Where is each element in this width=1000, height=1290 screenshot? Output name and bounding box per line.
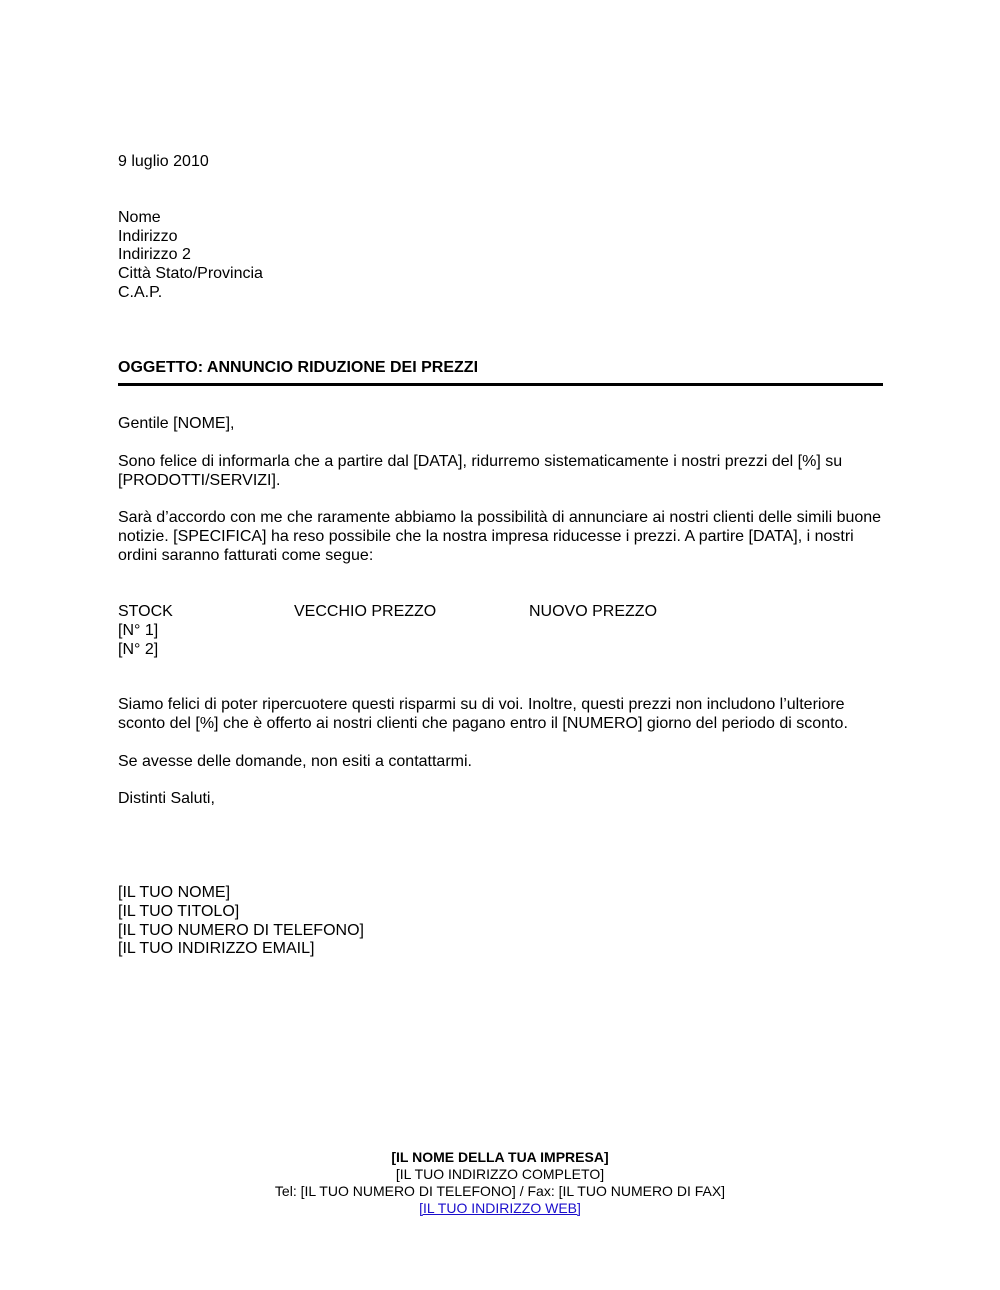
recipient-address-1: Indirizzo [118,228,178,245]
signature-email: [IL TUO INDIRIZZO EMAIL] [118,940,315,957]
letter-subject: OGGETTO: ANNUNCIO RIDUZIONE DEI PREZZI [118,359,479,376]
table-row: [N° 1] [118,622,159,639]
signature-name: [IL TUO NOME] [118,884,231,901]
letter-date: 9 luglio 2010 [118,153,209,170]
signature-phone: [IL TUO NUMERO DI TELEFONO] [118,922,364,939]
table-row: [N° 2] [118,641,159,658]
letter-greeting: Gentile [NOME], [118,415,235,432]
footer-contact: Tel: [IL TUO NUMERO DI TELEFONO] / Fax: [IL TUO NUMERO DI FAX] [274,1183,726,1199]
recipient-address-2: Indirizzo 2 [118,246,191,263]
recipient-city-state: Città Stato/Provincia [118,265,263,282]
footer-company-name: [IL NOME DELLA TUA IMPRESA] [391,1149,609,1165]
paragraph-announcement: Sarà d’accordo con me che raramente abbiamo la possibilità di annunciare ai nostri clienti delle simili buone notizie. [SPECIFICA] ha reso possibile che la nostra impresa riducesse i prezzi. A partire [DATA], i nostri ordini saranno fatturati come segue: [118,509,882,564]
subject-divider [118,383,883,386]
paragraph-savings: Siamo felici di poter ripercuotere questi risparmi su di voi. Inoltre, questi prezzi non includono l’ulteriore sconto del [%] che è offerto ai nostri clienti che pagano entro il [NUMERO] giorno del periodo di sconto. [118,696,848,732]
table-header-stock: STOCK [118,603,173,620]
table-header-new-price: NUOVO PREZZO [529,603,658,620]
paragraph-contact: Se avesse delle domande, non esiti a contattarmi. [118,753,472,770]
footer-address: [IL TUO INDIRIZZO COMPLETO] [395,1166,605,1182]
recipient-name: Nome [118,209,161,226]
letter-closing: Distinti Saluti, [118,790,215,807]
recipient-zip: C.A.P. [118,284,163,301]
signature-title: [IL TUO TITOLO] [118,903,240,920]
paragraph-intro: Sono felice di informarla che a partire dal [DATA], ridurremo sistematicamente i nostri prezzi del [%] su [PRODOTTI/SERVIZI]. [118,453,843,489]
table-header-old-price: VECCHIO PREZZO [294,603,437,620]
footer-website-link[interactable]: [IL TUO INDIRIZZO WEB] [419,1200,581,1216]
